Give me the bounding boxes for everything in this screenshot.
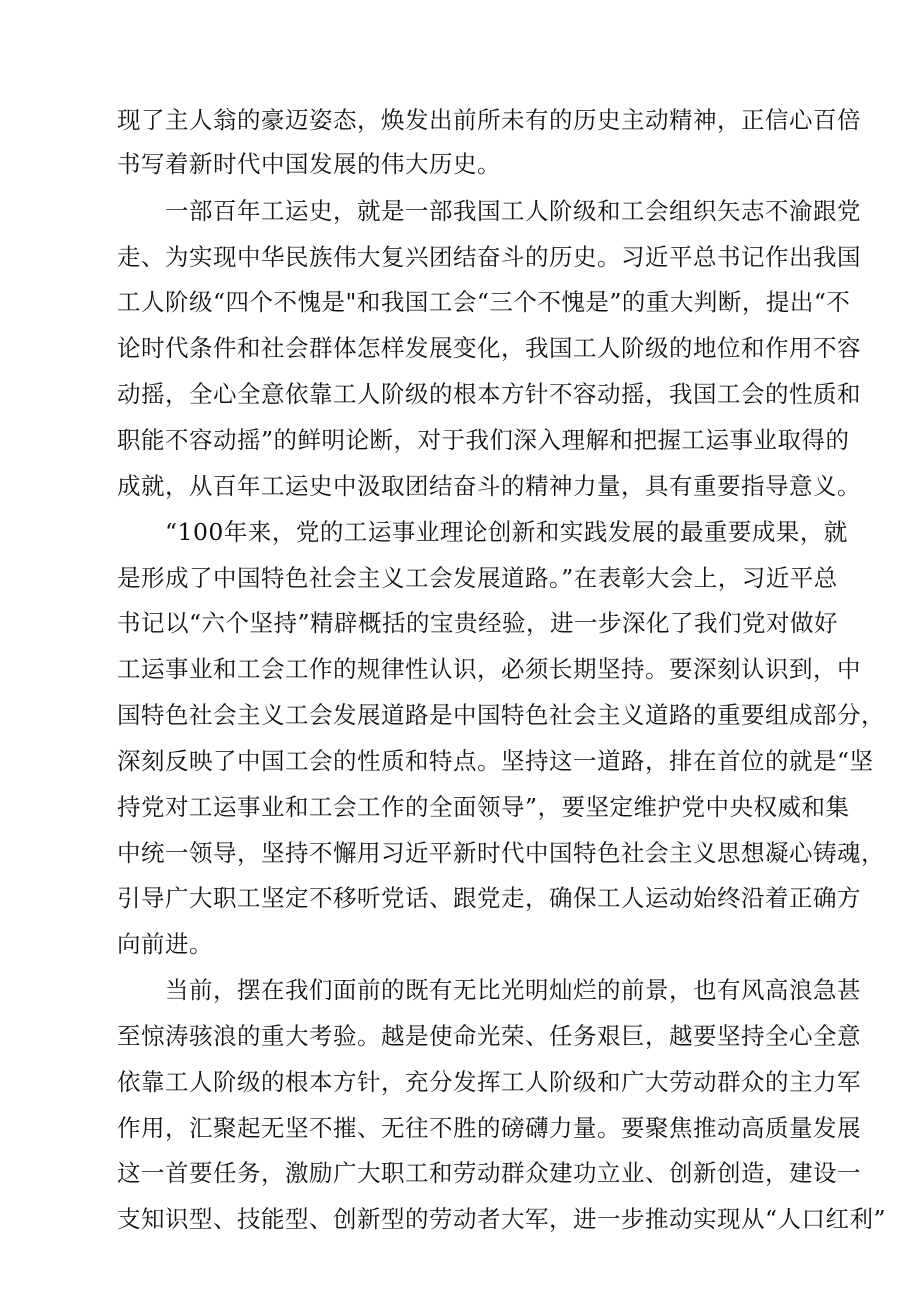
text-line: 现了主人翁的豪迈姿态，焕发出前所未有的历史主动精神，正信心百倍 <box>117 106 861 134</box>
text-line: 引导广大职工坚定不移听党话、跟党走，确保工人运动始终沿着正确方 <box>117 884 861 912</box>
text-line: 中统一领导，坚持不懈用习近平新时代中国特色社会主义思想凝心铸魂， <box>117 839 885 867</box>
text-line: 深刻反映了中国工会的性质和特点。坚持这一道路，排在首位的就是“坚 <box>117 747 874 775</box>
text-line: 依靠工人阶级的根本方针，充分发挥工人阶级和广大劳动群众的主力军 <box>117 1068 861 1096</box>
text-line: 国特色社会主义工会发展道路是中国特色社会主义道路的重要组成部分， <box>117 701 885 729</box>
text-line: 至惊涛骇浪的重大考验。越是使命光荣、任务艰巨，越要坚持全心全意 <box>117 1022 861 1050</box>
text-line: 论时代条件和社会群体怎样发展变化，我国工人阶级的地位和作用不容 <box>117 334 861 362</box>
text-line: 持党对工运事业和工会工作的全面领导”，要坚定维护党中央权威和集 <box>117 793 850 821</box>
paragraph-first-line: 一部百年工运史，就是一部我国工人阶级和工会组织矢志不渝跟党 <box>165 197 861 225</box>
text-line: 成就，从百年工运史中汲取团结奋斗的精神力量，具有重要指导意义。 <box>117 472 861 500</box>
paragraph-first-line: 当前，摆在我们面前的既有无比光明灿烂的前景，也有风高浪急甚 <box>165 976 861 1004</box>
text-line: 动摇，全心全意依靠工人阶级的根本方针不容动摇，我国工会的性质和 <box>117 380 861 408</box>
text-line: 职能不容动摇”的鲜明论断，对于我们深入理解和把握工运事业取得的 <box>117 426 850 454</box>
text-line: 工运事业和工会工作的规律性认识，必须长期坚持。要深刻认识到，中 <box>117 655 861 683</box>
text-line: 向前进。 <box>117 930 213 958</box>
text-line: 书记以“六个坚持”精辟概括的宝贵经验，进一步深化了我们党对做好 <box>117 609 839 637</box>
text-line: 是形成了中国特色社会主义工会发展道路。”在表彰大会上，习近平总 <box>117 564 838 592</box>
paragraph-first-line: “100年来，党的工运事业理论创新和实践发展的最重要成果，就 <box>165 518 848 546</box>
text-line: 工人阶级“四个不愧是"和我国工会“三个不愧是”的重大判断，提出“不 <box>117 288 851 316</box>
text-line: 书写着新时代中国发展的伟大历史。 <box>117 150 501 178</box>
text-line: 这一首要任务，激励广大职工和劳动群众建功立业、创新创造，建设一 <box>117 1159 861 1187</box>
text-line: 作用，汇聚起无坚不摧、无往不胜的磅礴力量。要聚焦推动高质量发展 <box>117 1114 861 1142</box>
text-line: 支知识型、技能型、创新型的劳动者大军，进一步推动实现从“人口红利” <box>117 1205 887 1233</box>
text-line: 走、为实现中华民族伟大复兴团结奋斗的历史。习近平总书记作出我国 <box>117 243 861 271</box>
